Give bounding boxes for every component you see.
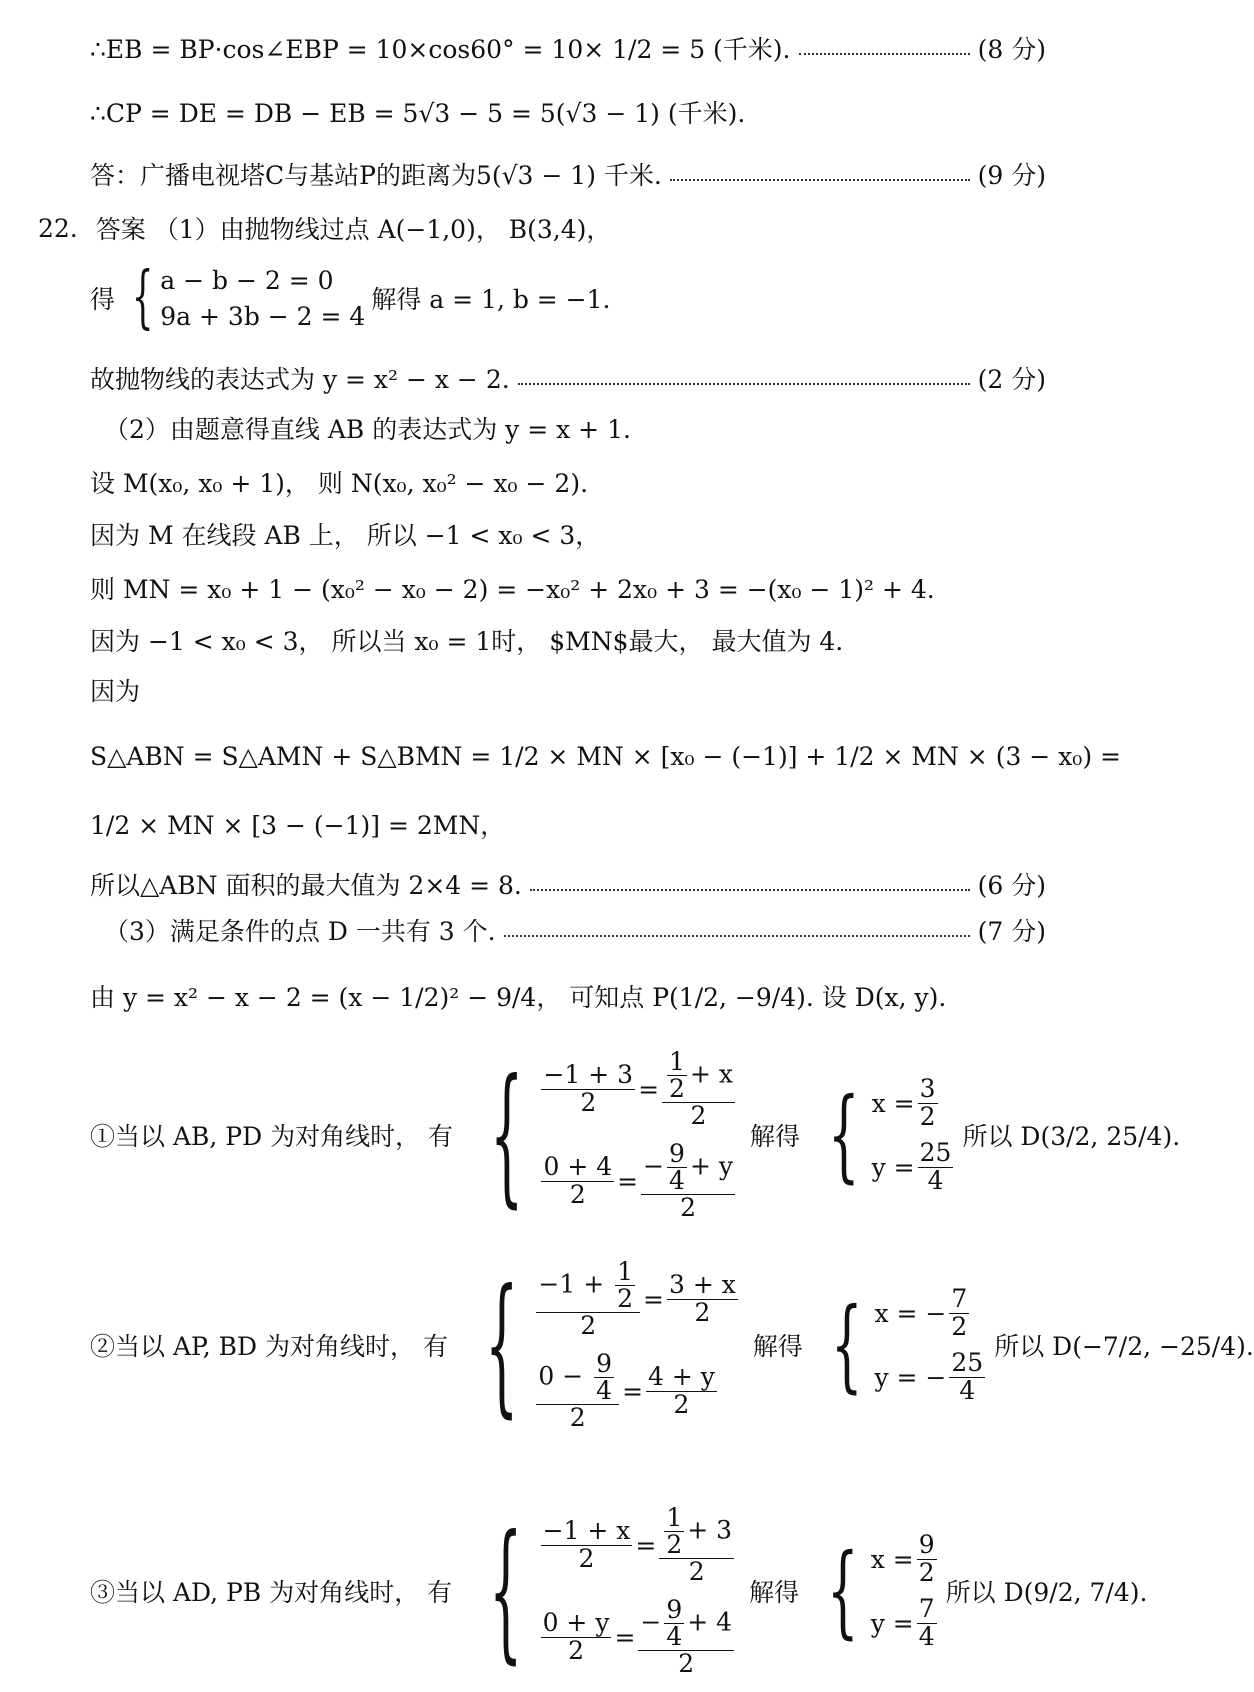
left-brace: {	[827, 1076, 860, 1193]
part3-line-1	[104, 910, 1046, 950]
case-3-lead: ③当以 AD, PB 为对角线时， 有	[90, 1578, 453, 1607]
system-lead: 得	[90, 285, 116, 314]
x0-range: 因为 M 在线段 AB 上， 所以 −1 < x₀ < 3，	[90, 521, 601, 550]
score-mark: (9 分)	[977, 161, 1046, 190]
solution-line-cp	[90, 92, 1046, 132]
left-brace: {	[489, 1504, 523, 1678]
case-1-result: 所以 D(3/2, 25/4).	[962, 1122, 1181, 1151]
left-brace: {	[827, 1532, 859, 1649]
equation-system-1	[90, 258, 610, 338]
dot-leader	[530, 889, 970, 891]
mn-maximum: 因为 −1 < x₀ < 3， 所以当 x₀ = 1时， $MN$最大， 最大值为 4.	[90, 627, 844, 656]
parabola-expression-line	[90, 358, 1046, 398]
case-2-solution: { x = − $\frac{7}{2}$ y = − $\frac{25}{4}$	[830, 1284, 984, 1405]
system-row: $\frac{-1 + x}{2}$ = $\frac{1}{2}$ + 3 2	[542, 1502, 733, 1587]
solve-word: 解得	[752, 1332, 803, 1361]
system-brace-group	[121, 258, 366, 337]
point-d-count: （3）满足条件的点 D 一共有 3 个.	[104, 917, 496, 946]
system-row: −1 + $\frac{1}{2}$ 2 = $\frac{3 + x}{2}$	[538, 1256, 736, 1341]
score-mark: (8 分)	[977, 35, 1046, 64]
part2-line-5	[90, 620, 1046, 660]
system-solution: 解得 a = 1, b = −1.	[371, 285, 611, 314]
question-number: 22.	[38, 213, 78, 243]
area-sum-expression: S△ABN = S△AMN + S△BMN = 1/2 × MN × [x₀ − (−1)] + 1/2 × MN × (3 − x₀) =	[90, 741, 1121, 771]
part2-line-1	[104, 408, 1046, 448]
dot-leader	[504, 935, 970, 937]
mn-expression: 则 MN = x₀ + 1 − (x₀² − x₀ − 2) = −x₀² + 2x₀ + 3 = −(x₀ − 1)² + 4.	[90, 575, 935, 604]
case-3	[90, 1496, 1147, 1686]
case-1-lead: ①当以 AB, PD 为对角线时， 有	[90, 1122, 454, 1151]
question-22-header	[38, 208, 1046, 248]
distance-answer: 答：广播电视塔C与基站P的距离为5(√3 − 1) 千米.	[90, 161, 662, 190]
area-result-expression: 1/2 × MN × [3 − (−1)] = 2MN，	[90, 811, 506, 840]
part3-line-2	[90, 970, 1046, 1022]
left-brace: {	[131, 258, 154, 337]
part1-intro: 答案 （1）由抛物线过点 A(−1,0)， B(3,4)，	[95, 215, 612, 244]
dot-leader	[670, 179, 970, 181]
area-sum-line	[90, 730, 1121, 782]
left-brace: {	[490, 1048, 524, 1222]
answer-line-distance	[90, 154, 1046, 194]
solution-line-eb	[90, 28, 1046, 68]
part2-line-6	[90, 670, 1046, 710]
part2-line-2	[90, 462, 1046, 502]
score-mark: (6 分)	[977, 871, 1046, 900]
case-2	[90, 1250, 1254, 1440]
part2-line-3	[90, 514, 1046, 554]
case-3-system	[458, 1499, 737, 1683]
left-brace: {	[830, 1286, 863, 1403]
left-brace: {	[484, 1258, 519, 1432]
system-row: 0 − $\frac{9}{4}$ 2 = $\frac{4 + y}{2}$	[538, 1348, 715, 1433]
system-row: $\frac{0 + 4}{2}$ = − $\frac{9}{4}$ + y 2	[543, 1138, 733, 1223]
system-row: $\frac{-1 + 3}{2}$ = $\frac{1}{2}$ + x 2	[543, 1046, 733, 1131]
dot-leader	[518, 383, 970, 385]
case-3-result: 所以 D(9/2, 7/4).	[945, 1578, 1148, 1607]
eb-equation: ∴EB = BP·cos∠EBP = 10×cos60° = 10× 1/2 = 5 (千米).	[90, 35, 791, 64]
area-max-line	[90, 864, 1046, 904]
score-mark: (7 分)	[977, 917, 1046, 946]
case-1-system	[459, 1043, 738, 1227]
case-2-lead: ②当以 AP, BD 为对角线时， 有	[90, 1332, 448, 1361]
case-1-solution: { x = $\frac{3}{2}$ y = $\frac{25}{4}$	[827, 1074, 952, 1195]
case-3-solution: { x = $\frac{9}{2}$ y = $\frac{7}{4}$	[827, 1530, 935, 1651]
set-m-n: 设 M(x₀, x₀ + 1)， 则 N(x₀, x₀² − x₀ − 2).	[90, 469, 589, 498]
solve-word: 解得	[749, 1578, 800, 1607]
part2-line-4	[90, 568, 1046, 608]
case-2-system	[454, 1253, 741, 1437]
score-mark: (2 分)	[977, 365, 1046, 394]
cp-equation: ∴CP = DE = DB − EB = 5√3 − 5 = 5(√3 − 1) (千米).	[90, 99, 746, 128]
area-result-line	[90, 798, 1046, 850]
vertex-p: 由 y = x² − x − 2 = (x − 1/2)² − 9/4， 可知点 P(1/2, −9/4). 设 D(x, y).	[90, 983, 947, 1012]
system-row: 9a + 3b − 2 = 4	[160, 301, 366, 331]
line-ab-expression: （2）由题意得直线 AB 的表达式为 y = x + 1.	[104, 415, 631, 444]
area-max-expression: 所以△ABN 面积的最大值为 2×4 = 8.	[90, 871, 522, 900]
solve-word: 解得	[749, 1122, 800, 1151]
system-row: $\frac{0 + y}{2}$ = − $\frac{9}{4}$ + 4 2	[542, 1594, 733, 1679]
dot-leader	[799, 53, 970, 55]
case-1	[90, 1040, 1180, 1230]
because-word: 因为	[90, 677, 141, 706]
system-row: a − b − 2 = 0	[160, 265, 334, 295]
case-2-result: 所以 D(−7/2, −25/4).	[994, 1332, 1254, 1361]
parabola-expression: 故抛物线的表达式为 y = x² − x − 2.	[90, 365, 510, 394]
